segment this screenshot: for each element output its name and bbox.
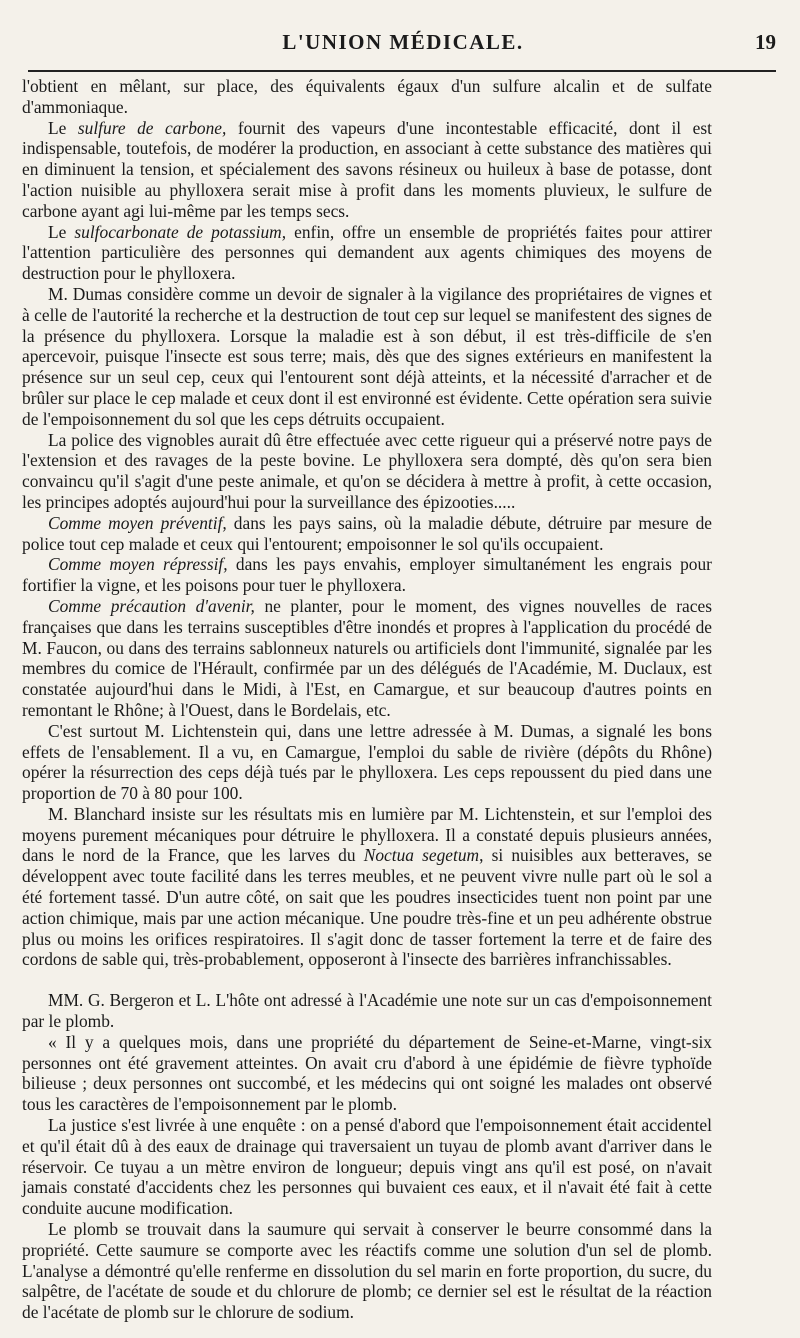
paragraph: MM. G. Bergeron et L. L'hôte ont adressé à l'Académie une note sur un cas d'empoisonnement par le plomb. [22,990,712,1032]
paragraph [22,804,712,970]
paragraph: M. Dumas considère comme un devoir de signaler à la vigilance des propriétaires de vignes et à celle de l'autorité la recherche et la destruction de tout cep sur lequel se manifestent des signes de la présence du phylloxera. Lorsque la maladie est à son début, il est très-difficile de s'en apercevoir, puisque l'insecte est sous terre; mais, dès que des signes extérieurs en manifestent la présence sur un seul cep, ceux qui l'entourent sont déjà atteints, et la nécessité d'arracher et de brûler sur place le cep malade et ceux dont il est environné est évidente. Cette opération sera suivie de l'empoisonnement du sol que les ceps détruits occupaient. [22,283,712,429]
italic-term: Noctua segetum [363,845,480,866]
paragraph-text: fournit des vapeurs d'une incontestable efficacité, dont il est indispensable, toutefois, de modérer la production, en associant à cette substance des matières qui en diminuent la tension, et spécialement des savons résineux ou huileux à base de potasse, dont l'action nuisible au phylloxera serait mise à profit dans les moments pluvieux, le sulfure de carbone ayant agi lui-même par les temps secs. [22,117,712,221]
paragraph-text: dans les pays sains, où la maladie débute, détruire par mesure de police tout cep malade et ceux qui l'entourent; empoisonner le sol qu'ils occupaient. [22,512,712,554]
italic-term: Comme précaution d'avenir, [48,595,255,616]
paragraph [22,222,712,284]
paragraph: C'est surtout M. Lichtenstein qui, dans une lettre adressée à M. Dumas, a signalé les bons effets de l'ensablement. Il a vu, en Camargue, l'emploi du sable de rivière (dépôts du Rhône) opérer la résurrection des ceps déjà tués par le phylloxera. Les ceps repoussent du pied dans une proportion de 70 à 80 pour 100. [22,720,712,804]
italic-term: sulfure de carbone, [77,117,227,138]
paragraph: l'obtient en mêlant, sur place, des équivalents égaux d'un sulfure alcalin et de sulfate d'ammoniaque. [22,76,712,117]
paragraph-text: enfin, offre un ensemble de propriétés faites pour attirer l'attention particulière des personnes qui demandent aux agents chimiques des moyens de destruction pour le phylloxera. [22,221,712,284]
paragraph [22,513,712,555]
paragraph [22,118,712,222]
journal-title: L'UNION MÉDICALE. [282,30,524,54]
header-rule [28,70,776,72]
italic-term: sulfocarbonate de potassium, [74,221,287,242]
italic-term: Comme moyen préventif, [48,512,227,533]
paragraph: « Il y a quelques mois, dans une propriété du département de Seine-et-Marne, vingt-six personnes ont été gravement atteintes. On avait cru d'abord à une épidémie de fièvre typhoïde bilieuse ; deux personnes ont succombé, et les médecins qui ont soigné les malades ont observé tous les caractères de l'empoisonnement par le plomb. [22,1031,712,1115]
paragraph [22,554,712,596]
lead-word: Le [48,117,67,138]
page-number: 19 [755,30,776,54]
lead-word: Le [48,221,67,242]
paragraph: La police des vignobles aurait dû être effectuée avec cette rigueur qui a préservé notre pays de l'extension et des ravages de la peste bovine. Le phylloxera sera dompté, dès qu'on sera bien convaincu qu'il s'agit d'une peste animale, et qu'on se décidera à mettre à profit, à cette occasion, les principes adoptés aujourd'hui pour la surveillance des épizooties..... [22,429,712,512]
paragraph-text: dans les pays envahis, employer simultanément les engrais pour fortifier la vigne, et les poisons pour tuer le phylloxera. [22,554,712,596]
italic-term: Comme moyen répressif, [48,554,228,575]
body-text [22,76,712,1323]
page-header [26,26,780,66]
paragraph-text: ne planter, pour le moment, des vignes nouvelles de races françaises que dans les terrains susceptibles d'être inondés et propres à l'application du procédé de M. Faucon, ou dans des terrains sablonneux naturels ou artificiels dont l'immunité, signalée par les membres du comice de l'Hérault, confirmée par un des délégués de l'Académie, M. Duclaux, est constatée aujourd'hui dans le Midi, à l'Est, en Camargue, et sur beaucoup d'autres points en remontant le Rhône; à l'Ouest, dans le Bordelais, etc. [22,595,712,720]
paragraph [22,596,712,721]
paragraph-text: , si nuisibles aux betteraves, se développent avec toute facilité dans les terres meubles, et ne peuvent vivre nulle part où le sol a été fortement tassé. D'un autre côté, on sait que les poudres insecticides tuent non point par une action chimique, mais par une action mécanique. Une poudre très-fine et un peu adhérente obstrue plus ou moins les orifices respiratoires. Il s'agit donc de tasser fortement la terre et de faire des cordons de sable qui, très-probablement, opposeront à l'insecte des barrières infranchissables. [22,845,713,970]
paragraph: La justice s'est livrée à une enquête : on a pensé d'abord que l'empoisonnement était accidentel et qu'il était dû à des eaux de drainage qui traversaient un tuyau de plomb avant d'arriver dans le réservoir. Ce tuyau a un mètre environ de longueur; depuis vingt ans qu'il est posé, on n'avait jamais constaté d'accidents chez les personnes qui buvaient ces eaux, et il n'avait été fait à cette conduite aucune modification. [22,1115,712,1219]
paragraph: Le plomb se trouvait dans la saumure qui servait à conserver le beurre consommé dans la propriété. Cette saumure se comporte avec les réactifs comme une solution d'un sel de plomb. L'analyse a démontré qu'elle renferme en dissolution du sel marin en forte proportion, du sucre, du salpêtre, de l'acétate de soude et du chlorure de plomb; ce dernier sel est le résultat de la réaction de l'acétate de plomb sur le chlorure de sodium. [22,1219,712,1323]
paragraph-text: M. Blanchard insiste sur les résultats mis en lumière par M. Lichtenstein, et sur l'emploi des moyens purement mécaniques pour détruire le phylloxera. Il a constaté depuis plusieurs années, dans le nord de la France, que les larves du [22,803,712,866]
